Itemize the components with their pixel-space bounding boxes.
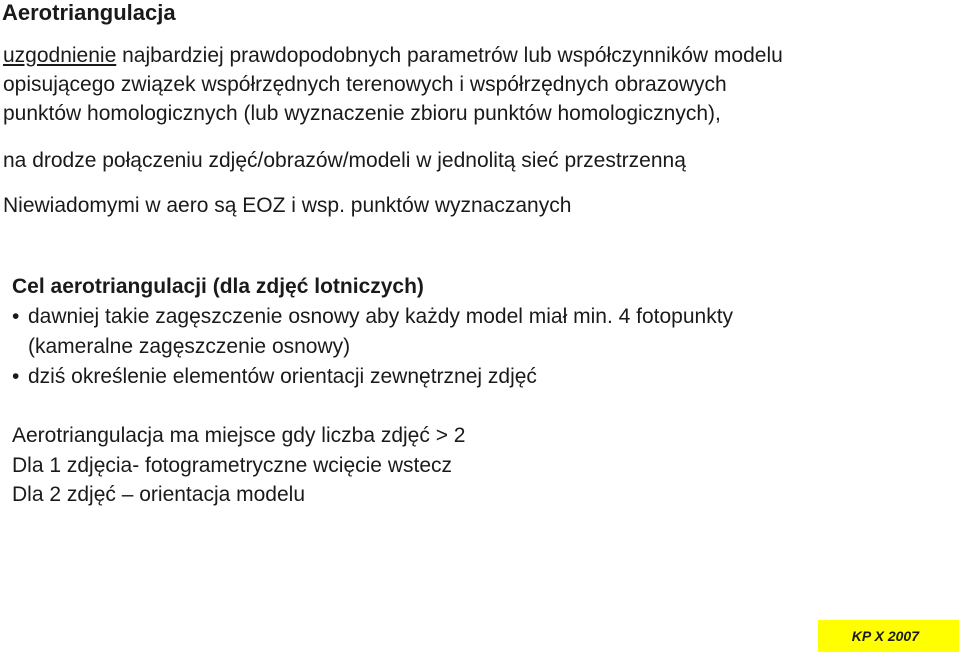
goal-section xyxy=(12,272,733,392)
footer-label: KP X 2007 xyxy=(851,628,919,644)
network-line: na drodze połączeniu zdjęć/obrazów/modeli w jednolitą sieć przestrzenną xyxy=(3,149,686,172)
bullet-item xyxy=(12,362,733,392)
definition-line-2: opisującego związek współrzędnych terenowych i współrzędnych obrazowych xyxy=(3,73,727,96)
bullet-icon: • xyxy=(12,365,20,388)
definition-underlined-term: uzgodnienie xyxy=(3,44,117,67)
definition-line-1 xyxy=(3,41,783,70)
footer-badge xyxy=(818,620,959,652)
definition-paragraph xyxy=(3,41,783,128)
unknowns-line: Niewiadomymi w aero są EOZ i wsp. punktów wyznaczanych xyxy=(3,194,572,217)
page-title: Aerotriangulacja xyxy=(2,0,176,25)
summary-block xyxy=(12,421,465,510)
summary-line-3: Dla 2 zdjęć – orientacja modelu xyxy=(12,483,305,506)
summary-line-2: Dla 1 zdjęcia- fotogrametryczne wcięcie wstecz xyxy=(12,453,452,477)
bullet-icon: • xyxy=(12,305,20,328)
bullet-2-line-1: dziś określenie elementów orientacji zewnętrznej zdjęć xyxy=(28,365,537,388)
definition-line-3: punktów homologicznych (lub wyznaczenie zbioru punktów homologicznych), xyxy=(3,102,721,125)
bullet-1-line-1: dawniej takie zagęszczenie osnowy aby każdy model miał min. 4 fotopunkty xyxy=(28,305,734,328)
definition-line-1-rest: najbardziej prawdopodobnych parametrów lub współczynników modelu xyxy=(116,44,783,67)
bullet-1-line-2: (kameralne zagęszczenie osnowy) xyxy=(28,335,351,358)
bullet-item xyxy=(12,302,733,362)
goal-heading: Cel aerotriangulacji (dla zdjęć lotniczych) xyxy=(12,275,424,298)
summary-line-1: Aerotriangulacja ma miejsce gdy liczba zdjęć > 2 xyxy=(12,424,466,447)
